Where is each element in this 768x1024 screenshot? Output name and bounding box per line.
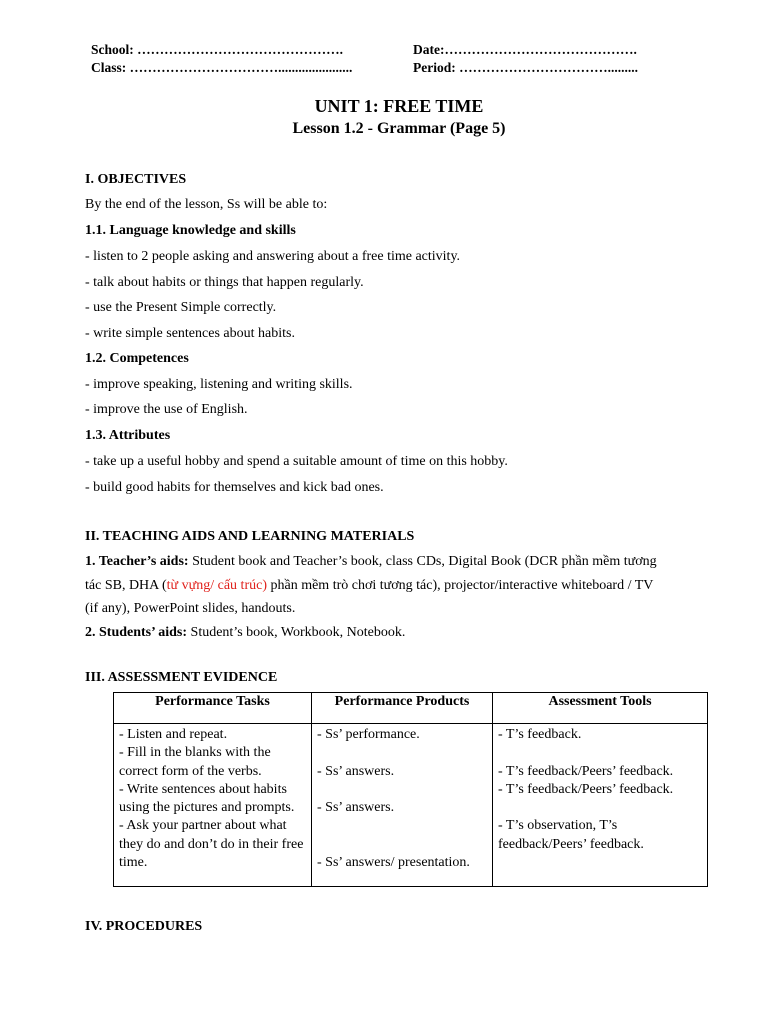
- tool-item: - T’s feedback.: [498, 727, 582, 742]
- teacher-aids-text: Student book and Teacher’s book, class CDs, Digital Book (DCR phần mềm tương: [188, 554, 657, 569]
- assessment-heading: III. ASSESSMENT EVIDENCE: [85, 670, 278, 685]
- objective-item: - use the Present Simple correctly.: [85, 300, 277, 315]
- product-item: - Ss’ answers/ presentation.: [317, 855, 470, 871]
- table-row: [114, 724, 708, 887]
- task-item: - Ask your partner about what they do and don’t do in their free time.: [119, 818, 304, 871]
- task-item: - Write sentences about habits using the pictures and prompts.: [119, 781, 295, 816]
- tool-item: - T’s feedback/Peers’ feedback.: [498, 781, 674, 797]
- teacher-aids-highlight: từ vựng/ cấu trúc): [166, 578, 267, 593]
- teacher-aids-line-2: [85, 578, 653, 594]
- language-knowledge-heading: 1.1. Language knowledge and skills: [85, 223, 296, 238]
- students-aids-text: Student’s book, Workbook, Notebook.: [187, 625, 406, 640]
- product-item: - Ss’ answers.: [317, 800, 395, 816]
- assessment-table: [113, 692, 708, 887]
- unit-title: UNIT 1: FREE TIME: [314, 96, 484, 116]
- date-field: Date:…………………………………….: [413, 42, 637, 57]
- lesson-title: Lesson 1.2 - Grammar (Page 5): [292, 120, 506, 137]
- objective-item: - write simple sentences about habits.: [85, 326, 295, 341]
- competences-heading: 1.2. Competences: [85, 351, 189, 366]
- column-header: Performance Tasks: [114, 693, 312, 724]
- products-cell: [312, 724, 493, 887]
- teacher-aids-label: 1. Teacher’s aids:: [85, 554, 189, 569]
- tool-item: - T’s observation, T’s feedback/Peers’ feedback.: [498, 818, 644, 852]
- class-field: Class: ……………………………......................: [91, 60, 353, 75]
- competence-item: - improve speaking, listening and writing skills.: [85, 377, 353, 392]
- tools-cell: [493, 724, 708, 887]
- students-aids-line: [85, 625, 405, 641]
- tasks-cell: [114, 724, 312, 887]
- attributes-heading: 1.3. Attributes: [85, 428, 171, 443]
- tool-item: - T’s feedback/Peers’ feedback.: [498, 763, 674, 779]
- teacher-aids-line-3: (if any), PowerPoint slides, handouts.: [85, 601, 296, 616]
- objective-item: - talk about habits or things that happen regularly.: [85, 275, 364, 290]
- objective-item: - listen to 2 people asking and answering about a free time activity.: [85, 249, 461, 264]
- column-header: Assessment Tools: [493, 693, 708, 724]
- attribute-item: - build good habits for themselves and kick bad ones.: [85, 480, 384, 495]
- objectives-intro: By the end of the lesson, Ss will be able to:: [85, 197, 328, 212]
- objectives-heading: I. OBJECTIVES: [85, 172, 187, 187]
- students-aids-label: 2. Students’ aids:: [85, 625, 188, 640]
- product-item: - Ss’ performance.: [317, 727, 420, 742]
- task-item: - Listen and repeat.: [119, 727, 228, 742]
- teacher-aids-text: phần mềm trò chơi tương tác), projector/interactive whiteboard / TV: [266, 578, 654, 593]
- attribute-item: - take up a useful hobby and spend a suitable amount of time on this hobby.: [85, 454, 508, 469]
- teacher-aids-line-1: [85, 554, 657, 570]
- competence-item: - improve the use of English.: [85, 402, 248, 417]
- product-item: - Ss’ answers.: [317, 763, 395, 779]
- teacher-aids-text: tác SB, DHA (: [85, 578, 167, 593]
- procedures-heading: IV. PROCEDURES: [85, 919, 203, 934]
- task-item: - Fill in the blanks with the correct form of the verbs.: [119, 745, 271, 779]
- teaching-aids-heading: II. TEACHING AIDS AND LEARNING MATERIALS: [85, 529, 415, 544]
- period-field: Period: …………………………….........: [413, 60, 638, 75]
- school-field: School: ……………………………………….: [91, 42, 344, 57]
- table-header-row: [114, 693, 708, 724]
- column-header: Performance Products: [312, 693, 493, 724]
